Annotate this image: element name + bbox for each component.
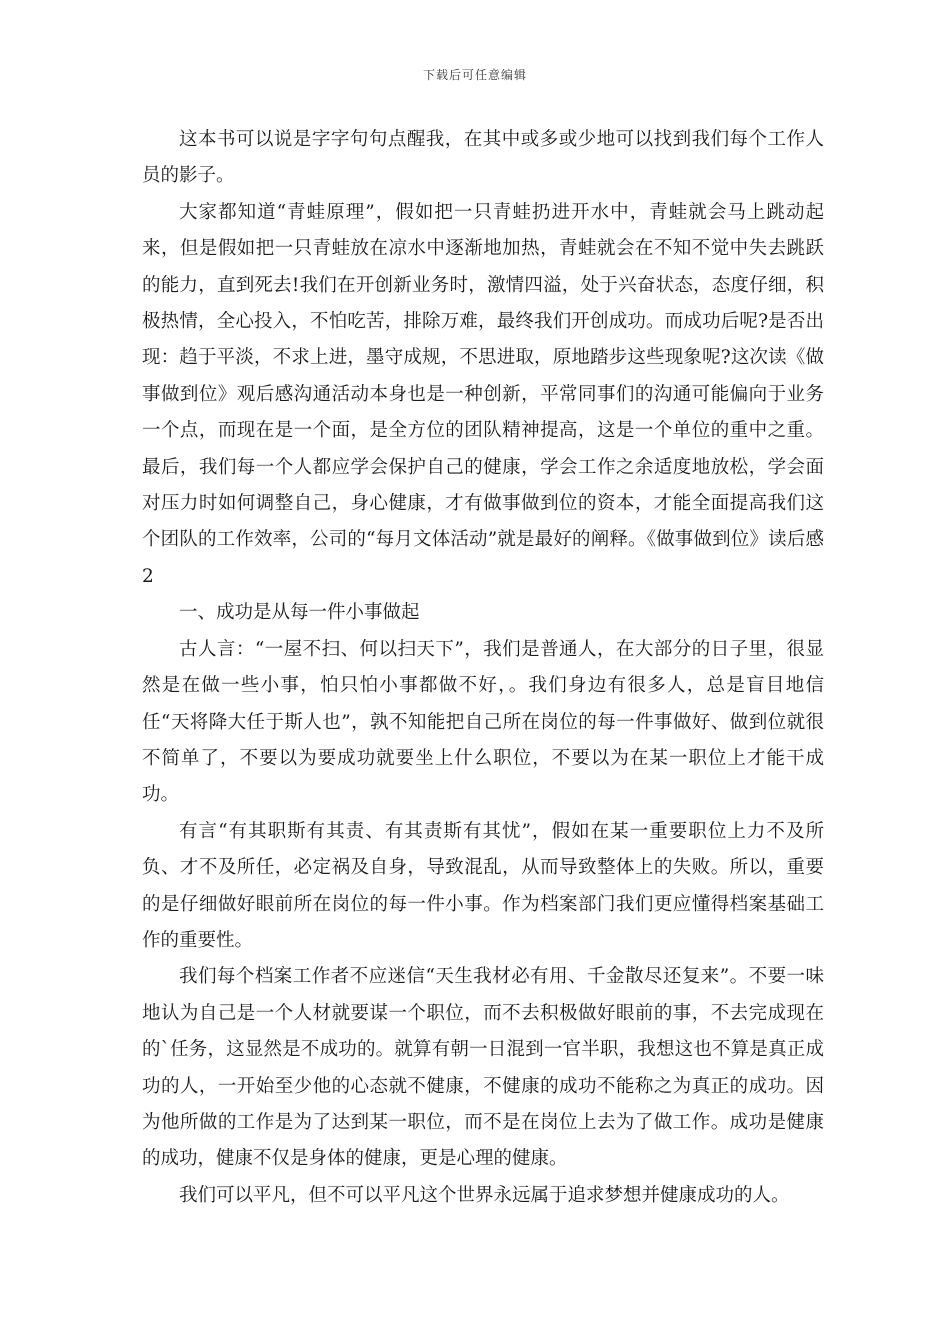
paragraph-2: 大家都知道“青蛙原理”，假如把一只青蛙扔进开水中，青蛙就会马上跳动起来，但是假如把一只青蛙放在凉水中逐渐地加热，青蛙就会在不知不觉中失去跳跃的能力，直到死去!我们在开创新业务时，激情四溢，处于兴奋状态，态度仔细，积极热情，全心投入，不怕吃苦，排除万难，最终我们开创成功。而成功后呢?是否出现：趋于平淡，不求上进，墨守成规，不思进取，原地踏步这些现象呢?这次读《做事做到位》观后感沟通活动本身也是一种创新，平常同事们的沟通可能偏向于业务一个点，而现在是一个面，是全方位的团队精神提高，这是一个单位的重中之重。最后，我们每一个人都应学会保护自己的健康，学会工作之余适度地放松，学会面对压力时如何调整自己，身心健康，才有做事做到位的资本，才能全面提高我们这个团队的工作效率，公司的“每月文体活动”就是最好的阐释。《做事做到位》读后感2: [142, 201, 824, 587]
section-heading: 一、成功是从每一件小事做起: [179, 602, 420, 624]
paragraph-4: 有言“有其职斯有其责、有其责斯有其忧”，假如在某一重要职位上力不及所负、才不及所任，必定祸及自身，导致混乱，从而导致整体上的失败。所以，重要的是仔细做好眼前所在岗位的每一件小事。作为档案部门我们更应懂得档案基础工作的重要性。: [142, 820, 824, 951]
page-header: 下载后可任意编辑: [422, 68, 527, 82]
paragraph-1: 这本书可以说是字字句句点醒我，在其中或多或少地可以找到我们每个工作人员的影子。: [142, 129, 824, 187]
paragraph-6: 我们可以平凡，但不可以平凡这个世界永远属于追求梦想并健康成功的人。: [179, 1184, 790, 1206]
paragraph-5: 我们每个档案工作者不应迷信“天生我材必有用、千金散尽还复来”。不要一味地认为自己是一个人材就要谋一个职位，而不去积极做好眼前的事，不去完成现在的`任务，这显然是不成功的。就算有朝一日混到一官半职，我想这也不算是真正成功的人，一开始至少他的心态就不健康，不健康的成功不能称之为真正的成功。因为他所做的工作是为了达到某一职位，而不是在岗位上去为了做工作。成功是健康的成功，健康不仅是身体的健康，更是心理的健康。: [142, 966, 824, 1170]
document-body: [142, 122, 824, 1214]
paragraph-3: 古人言：“一屋不扫、何以扫天下”，我们是普通人，在大部分的日子里，很显然是在做一些小事，怕只怕小事都做不好，。我们身边有很多人，总是盲目地信任“天将降大任于斯人也”，孰不知能把自己所在岗位的每一件事做好、做到位就很不简单了，不要以为要成功就要坐上什么职位，不要以为在某一职位上才能干成功。: [142, 638, 824, 806]
